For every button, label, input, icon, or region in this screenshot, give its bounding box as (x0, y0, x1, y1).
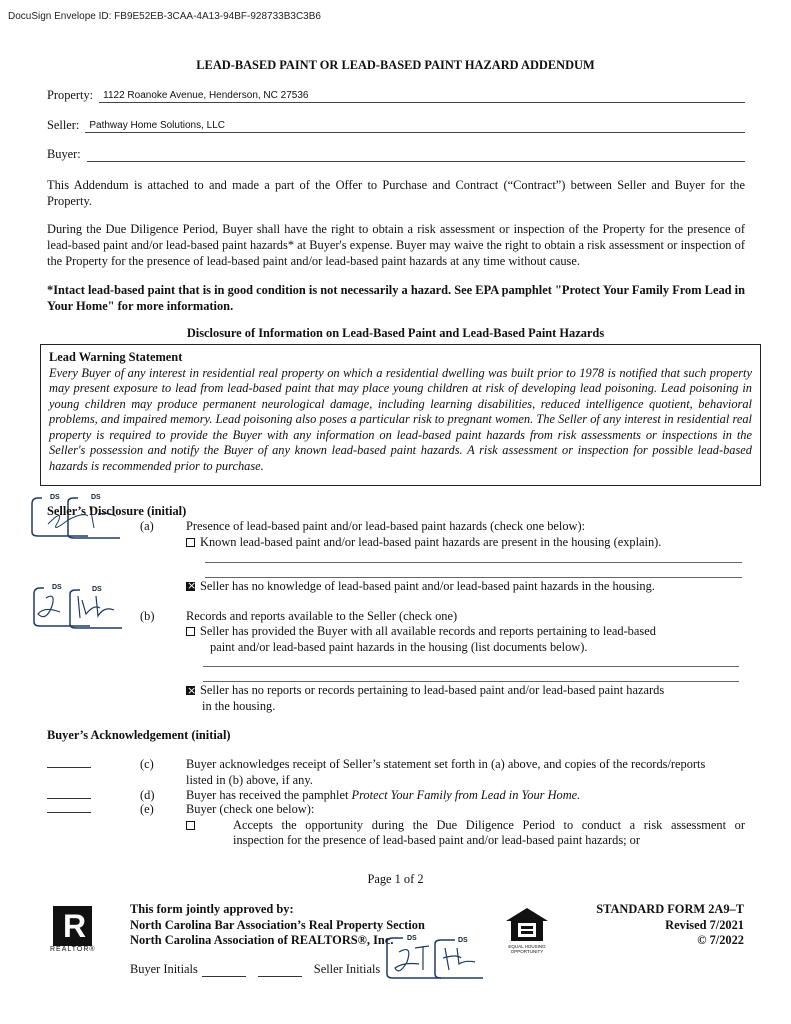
ds-tag: DS (407, 935, 417, 942)
item-a-option-known (186, 535, 661, 550)
item-c-line1: Buyer acknowledges receipt of Seller’s statement set forth in (a) above, and copies of the records/reports (186, 757, 706, 771)
seller-value[interactable]: Pathway Home Solutions, LLC (85, 119, 745, 133)
option-label-cont: paint and/or lead-based paint hazards in the housing (list documents below). (210, 639, 588, 654)
documents-line[interactable] (203, 665, 739, 667)
option-label: Seller has no knowledge of lead-based paint and/or lead-based paint hazards in the housing. (200, 579, 655, 593)
envelope-id: DocuSign Envelope ID: FB9E52EB-3CAA-4A13-94BF-928733B3C3B6 (8, 11, 321, 22)
item-e-text: Buyer (check one below): (186, 802, 315, 816)
seller-label: Seller: (47, 118, 80, 132)
item-e-option1-line1: Accepts the opportunity during the Due Diligence Period to conduct a risk assessment or (233, 818, 745, 832)
item-e-option1-line2: inspection for the presence of lead-based paint and/or lead-based paint hazards; or (233, 833, 641, 847)
item-d-pre: Buyer has received the pamphlet (186, 788, 352, 802)
epa-note: *Intact lead-based paint that is in good condition is not necessarily a hazard. See EPA pamphlet "Protect Your Family From Lead in Your Home" for more information. (47, 283, 745, 313)
item-c-text (186, 757, 746, 788)
item-e-label: (e) (140, 802, 154, 816)
buyer-initial-d[interactable] (47, 788, 91, 799)
seller-field (47, 118, 745, 133)
initials-row (130, 962, 380, 977)
approval-line2: North Carolina Bar Association’s Real Property Section (130, 917, 425, 932)
due-diligence-paragraph: During the Due Diligence Period, Buyer shall have the right to obtain a risk assessment or inspection of the Property for the presence of lead-based paint and/or lead-based paint hazards* at Buyer's expense. Buyer may waive the right to obtain a risk assessment or inspection of the Property for the presence of lead-based paint and/or lead-based paint hazards at any time without cause. (47, 222, 745, 268)
buyer-value[interactable] (87, 148, 745, 162)
item-a-label: (a) (140, 519, 154, 533)
form-name: STANDARD FORM 2A9–T (596, 902, 744, 916)
approval-line3: North Carolina Association of REALTORS®, Inc. (130, 933, 394, 947)
documents-line[interactable] (203, 680, 739, 682)
item-b-option-no-records (186, 683, 664, 714)
buyer-field (47, 147, 745, 162)
realtor-logo: R (53, 906, 92, 946)
property-value[interactable]: 1122 Roanoke Avenue, Henderson, NC 27536 (99, 89, 745, 103)
warning-heading: Lead Warning Statement (49, 350, 183, 364)
checkbox-records-provided[interactable] (186, 627, 195, 636)
option-label-cont: in the housing. (202, 698, 276, 713)
item-d-text (186, 788, 580, 803)
ds-tag: DS (91, 494, 101, 501)
ds-tag: DS (52, 584, 62, 591)
option-label: Seller has provided the Buyer with all available records and reports pertaining to lead-based (200, 624, 656, 638)
disclosure-heading: Disclosure of Information on Lead-Based Paint and Lead-Based Paint Hazards (186, 326, 605, 340)
item-b-text: Records and reports available to the Seller (check one) (186, 609, 458, 623)
seller-disclosure-heading: Seller’s Disclosure (initial) (47, 504, 187, 518)
item-c-label: (c) (140, 757, 154, 771)
footer-seller-initials-signature (385, 934, 485, 982)
lead-warning-box (40, 344, 761, 486)
explain-line[interactable] (205, 561, 742, 563)
seller-initials-label: Seller Initials (313, 962, 381, 976)
warning-text: Every Buyer of any interest in residential real property on which a residential dwelling was built prior to 1978 is notified that such property may present exposure to lead from lead-based paint that may place young children at risk of developing lead poisoning. Lead poisoning in young children may produce permanent neurological damage, including learning disabilities, reduced intelligence quotient, behavioral problems, and impaired memory. Lead poisoning also poses a particular risk to pregnant women. The Seller of any interest in residential real property is required to provide the Buyer with any information on lead-based paint hazards from risk assessments or inspections in the Seller's possession and notify the Buyer of any known lead-based paint hazards. A risk assessment or inspection for possible lead-based hazards is recommended prior to purchase. (49, 365, 752, 473)
checkbox-known-hazards[interactable] (186, 538, 195, 547)
approval-line1: This form jointly approved by: (130, 902, 294, 916)
intro-paragraph: This Addendum is attached to and made a part of the Offer to Purchase and Contract (“Contract”) between Seller and Buyer for the Property. (47, 178, 745, 208)
buyer-initial-c[interactable] (47, 757, 91, 768)
seller-initials-signature-2 (30, 584, 125, 632)
item-c-line2: listed in (b) above, if any. (186, 772, 313, 787)
item-d-label: (d) (140, 788, 155, 802)
ds-tag: DS (458, 937, 468, 944)
equal-housing-logo (505, 907, 549, 943)
revised-date: Revised 7/2021 (665, 917, 744, 932)
option-label: Seller has no reports or records pertaining to lead-based paint and/or lead-based paint hazards (200, 683, 665, 697)
buyer-initial-e[interactable] (47, 802, 91, 813)
item-a-text: Presence of lead-based paint and/or lead-based paint hazards (check one below): (186, 519, 586, 533)
item-a-option-no-knowledge (186, 579, 655, 594)
equal-housing-text: EQUAL HOUSING OPPORTUNITY (508, 944, 546, 954)
buyer-initials-blank-1[interactable] (202, 966, 246, 977)
page-number: Page 1 of 2 (367, 872, 424, 886)
option-label: Known lead-based paint and/or lead-based paint hazards are present in the housing (explain). (200, 535, 662, 549)
item-b-option-provided (186, 624, 656, 655)
checkbox-accepts-opportunity[interactable] (186, 818, 200, 833)
approval-block (130, 902, 425, 949)
buyer-initials-label: Buyer Initials (130, 962, 198, 976)
copyright: © 7/2022 (697, 933, 744, 947)
checkbox-no-records-checked[interactable] (186, 686, 195, 695)
document-title: LEAD-BASED PAINT OR LEAD-BASED PAINT HAZARD ADDENDUM (196, 58, 595, 72)
ds-tag: DS (92, 586, 102, 593)
checkbox[interactable] (186, 821, 195, 830)
ds-tag: DS (50, 494, 60, 501)
explain-line[interactable] (205, 576, 742, 578)
property-label: Property: (47, 88, 94, 102)
buyer-initials-blank-2[interactable] (258, 966, 302, 977)
checkbox-no-knowledge-checked[interactable] (186, 582, 195, 591)
realtor-logo-text: REALTOR® (50, 946, 96, 953)
form-info (596, 902, 744, 949)
property-field (47, 88, 745, 103)
item-b-label: (b) (140, 609, 155, 623)
buyer-ack-heading: Buyer’s Acknowledgement (initial) (47, 728, 231, 742)
buyer-label: Buyer: (47, 147, 81, 161)
pamphlet-title: Protect Your Family from Lead in Your Home. (351, 788, 581, 802)
